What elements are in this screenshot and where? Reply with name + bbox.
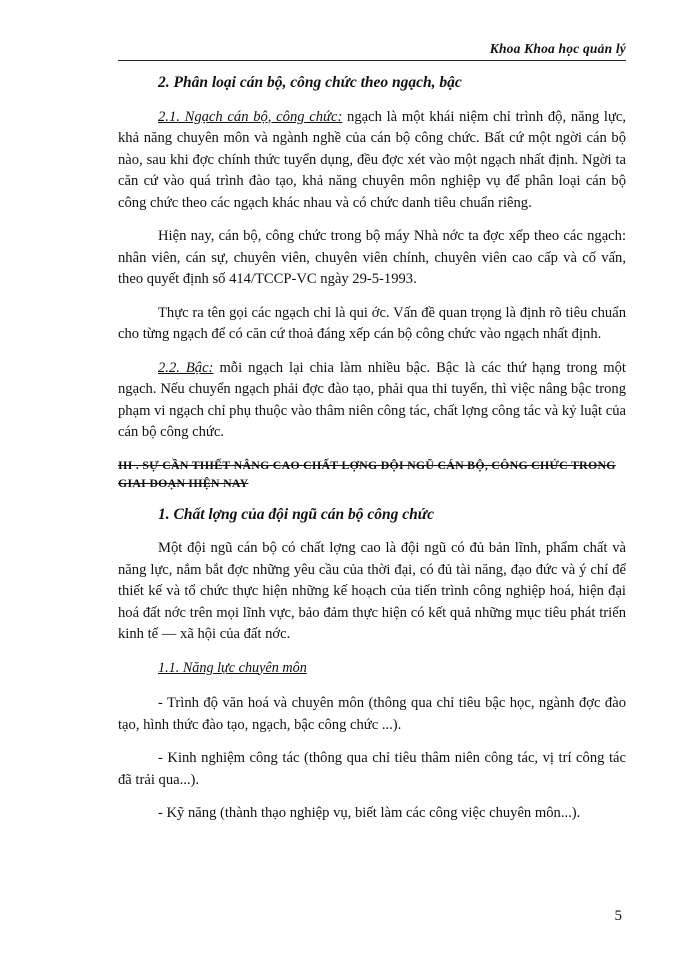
subheading-2-1: 2.1. Ngạch cán bộ, công chức: (158, 108, 343, 125)
paragraph-ngach-text: ngạch là một khái niệm chỉ trình độ, năng lực, khả năng chuyên môn và ngành nghề của cán bộ công chức. Bất cứ một ngời cán bộ nào, sau khi đợc chính thức tuyển dụng, đều đợc xét vào một ngạch nhất định. Ngời ta căn cứ vào quá trình đào tạo, khả năng chuyên môn nghiệp vụ để phân loại cán bộ công chức theo các ngạch khác nhau và có chức danh tiêu chuẩn riêng. (118, 108, 626, 211)
paragraph-bac-text: mỗi ngạch lại chia làm nhiều bậc. Bậc là các thứ hạng trong một ngạch. Nếu chuyển ngạch phải đợc đào tạo, phải qua thi tuyển, thì việc nâng bậc trong phạm vi ngạch chỉ phụ thuộc vào thâm niên công tác, chất lợng công tác và kỷ luật của cán bộ công chức. (118, 359, 626, 440)
header-title: Khoa Khoa học quản lý (489, 41, 626, 56)
bullet-item: - Kinh nghiệm công tác (thông qua chỉ tiêu thâm niên công tác, vị trí công tác đã trải qua...). (118, 750, 626, 788)
paragraph-thuc-ra: Thực ra tên gọi các ngạch chỉ là qui ớc. Vấn đề quan trọng là định rõ tiêu chuẩn cho từng ngạch để có căn cứ thoả đáng xếp cán bộ công chức vào ngạch nhất định. (118, 304, 626, 342)
running-header (118, 40, 626, 61)
paragraph-chat-luong: Một đội ngũ cán bộ có chất lợng cao là đội ngũ có đủ bản lĩnh, phẩm chất và năng lực, nắm bắt đợc những yêu cầu của thời đại, có đủ tài năng, đạo đức và ý chí để thiết kế và tổ chức thực hiện những kế hoạch của tiến trình công nghiệp hoá, hiện đại hoá đất nớc trên mọi lĩnh vực, bảo đảm thực hiện có kết quả những mục tiêu phát triển kinh tế — xã hội của đất nớc. (118, 540, 626, 642)
page-number: 5 (614, 908, 622, 924)
subheading-1-1: 1.1. Năng lực chuyên môn (158, 659, 307, 676)
section-iii-heading: III . SỰ CẦN THIẾT NÂNG CAO CHẤT LỢNG ĐỘI NGŨ CÁN BỘ, CÔNG CHỨC TRONG GIAI ĐOẠN HIỆN NAY (118, 457, 616, 490)
page-body (118, 72, 626, 837)
section-2-heading: 2. Phân loại cán bộ, công chức theo ngạch, bậc (158, 74, 462, 91)
paragraph-hien-nay: Hiện nay, cán bộ, công chức trong bộ máy Nhà nớc ta đợc xếp theo các ngạch: nhân viên, cán sự, chuyên viên, chuyên viên chính, chuyên viên cao cấp và cố vấn, theo quyết định số 414/TCCP-VC ngày 29-5-1993. (118, 228, 626, 287)
subheading-2-2: 2.2. Bậc: (158, 359, 214, 376)
paragraph-bac (118, 358, 626, 444)
bullet-item: - Trình độ văn hoá và chuyên môn (thông qua chỉ tiêu bậc học, ngành đợc đào tạo, hình thức đào tạo, ngạch, bậc công chức ...). (118, 695, 626, 733)
section-1-heading: 1. Chất lợng của đội ngũ cán bộ công chức (158, 505, 434, 523)
paragraph-ngach (118, 107, 626, 215)
bullet-item: - Kỹ năng (thành thạo nghiệp vụ, biết làm các công việc chuyên môn...). (158, 805, 581, 821)
